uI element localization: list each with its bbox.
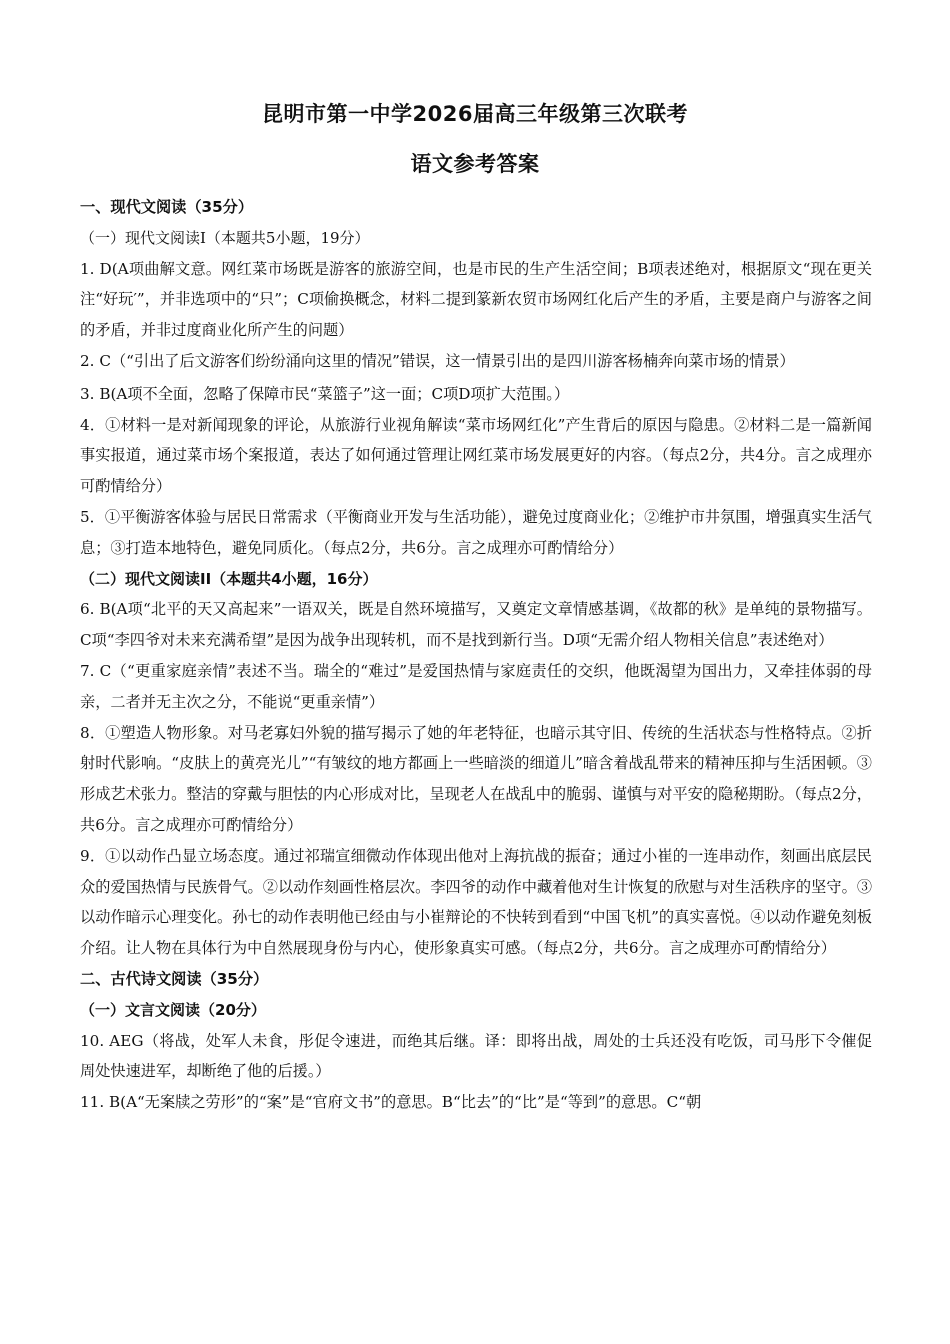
document-subtitle: 语文参考答案 (410, 152, 540, 176)
answer-item-1: 1. D(A项曲解文意。网红菜市场既是游客的旅游空间，也是市民的生产生活空间；B项表述绝对，根据原文“现在更关注“好玩′”，并非选项中的“只”；C项偷换概念，材料二提到篆新农贸市场网红化后产生的矛盾，主要是商户与游客之间的矛盾，并非过度商业化所产生的问题） (80, 259, 872, 340)
answer-item-5: 5．①平衡游客体验与居民日常需求（平衡商业开发与生活功能），避免过度商业化；②维护市井氛围，增强真实生活气息；③打造本地特色，避免同质化。（每点2分，共6分。言之成理亦可酌情给分） (80, 507, 872, 557)
answer-item-4: 4．①材料一是对新闻现象的评论，从旅游行业视角解读“菜市场网红化”产生背后的原因与隐患。②材料二是一篇新闻事实报道，通过菜市场个案报道，表达了如何通过管理让网红菜市场发展更好的内容。（每点2分，共4分。言之成理亦可酌情给分） (80, 415, 872, 496)
answer-item-6: 6. B(A项“北平的天又高起来”一语双关，既是自然环境描写，又奠定文章情感基调，《故都的秋》是单纯的景物描写。C项“李四爷对未来充满希望”是因为战争出现转机，而不是找到新行当。D项“无需介绍人物相关信息”表述绝对） (80, 600, 872, 650)
answer-item-9: 9．①以动作凸显立场态度。通过祁瑞宣细微动作体现出他对上海抗战的振奋；通过小崔的一连串动作，刻画出底层民众的爱国热情与民族骨气。②以动作刻画性格层次。李四爷的动作中藏着他对生计恢复的欣慰与对生活秩序的坚守。③以动作暗示心理变化。孙七的动作表明他已经由与小崔辩论的不快转到看到“中国飞机”的真实喜悦。④以动作避免刻板介绍。让人物在具体行为中自然展现身份与内心，使形象真实可感。（每点2分，共6分。言之成理亦可酌情给分） (80, 846, 872, 958)
section-heading-classical-reading: 二、古代诗文阅读（35分） (80, 969, 269, 988)
section-heading-modern-reading: 一、现代文阅读（35分） (80, 198, 254, 216)
answer-content (80, 192, 872, 1118)
subsection-heading-modern-reading-2: （二）现代文阅读II（本题共4小题，16分） (80, 569, 378, 588)
answer-item-2: 2. C（“引出了后文游客们纷纷涌向这里的情况”错误，这一情景引出的是四川游客杨楠奔向菜市场的情景） (80, 351, 795, 370)
answer-item-8: 8．①塑造人物形象。对马老寡妇外貌的描写揭示了她的年老特征，也暗示其守旧、传统的生活状态与性格特点。②折射时代影响。“皮肤上的黄亮光儿”“有皱纹的地方都画上一些暗淡的细道儿”暗含着战乱带来的精神压抑与生活困顿。③形成艺术张力。整洁的穿戴与胆怯的内心形成对比，呈现老人在战乱中的脆弱、谨慎与对平安的隐秘期盼。（每点2分，共6分。言之成理亦可酌情给分） (80, 723, 872, 834)
answer-item-3: 3. B(A项不全面，忽略了保障市民“菜篮子”这一面；C项D项扩大范围。） (80, 384, 570, 403)
answer-item-7: 7. C（“更重家庭亲情”表述不当。瑞全的“难过”是爱国热情与家庭责任的交织，他既渴望为国出力，又牵挂体弱的母亲，二者并无主次之分，不能说“更重亲情”） (80, 661, 872, 711)
answer-item-11: 11. B(A“无案牍之劳形”的“案”是“官府文书”的意思。B“比去”的“比”是“等到”的意思。C“朝 (80, 1093, 702, 1112)
document-title: 昆明市第一中学2026届高三年级第三次联考 (262, 102, 688, 126)
subsection-heading-classical-prose: （一）文言文阅读（20分） (80, 1000, 266, 1019)
subsection-heading-modern-reading-1: （一）现代文阅读I（本题共5小题，19分） (80, 228, 370, 247)
answer-item-10: 10. AEG（将战，处军人未食，彤促令速进，而绝其后继。译：即将出战，周处的士兵还没有吃饭，司马彤下令催促周处快速进军，却断绝了他的后援。） (80, 1031, 872, 1081)
